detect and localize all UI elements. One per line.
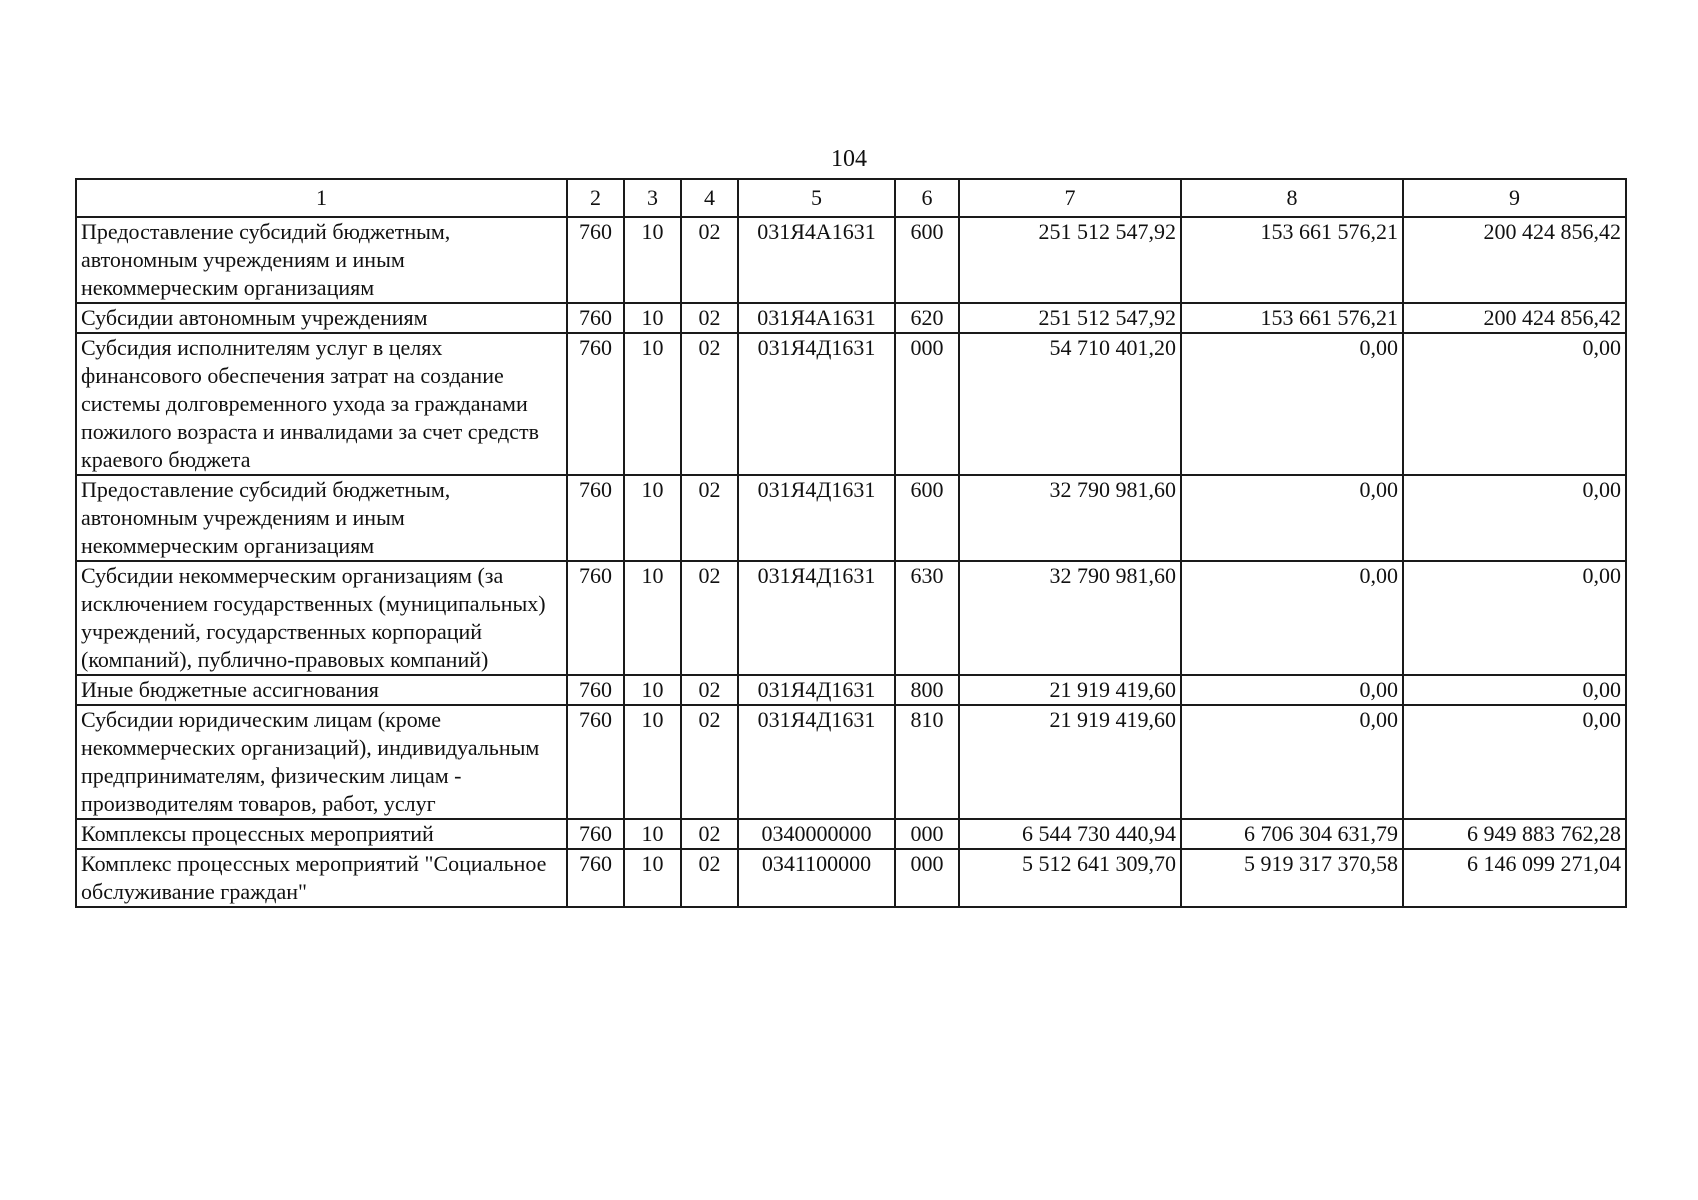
cell-target-code: 031Я4А1631 (738, 303, 895, 333)
header-cell: 9 (1403, 179, 1626, 217)
page-number: 104 (831, 146, 867, 172)
cell-ministry-code: 760 (567, 561, 624, 675)
cell-target-code: 031Я4А1631 (738, 217, 895, 303)
cell-amount-8: 153 661 576,21 (1181, 217, 1403, 303)
cell-expense-type: 000 (895, 333, 959, 475)
cell-amount-7: 251 512 547,92 (959, 217, 1181, 303)
table-row (76, 705, 1626, 819)
cell-amount-8: 0,00 (1181, 333, 1403, 475)
cell-target-code: 0340000000 (738, 819, 895, 849)
cell-target-code: 031Я4Д1631 (738, 561, 895, 675)
cell-expense-type: 800 (895, 675, 959, 705)
cell-target-code: 031Я4Д1631 (738, 705, 895, 819)
cell-expense-type: 810 (895, 705, 959, 819)
cell-ministry-code: 760 (567, 705, 624, 819)
cell-amount-9: 6 949 883 762,28 (1403, 819, 1626, 849)
cell-amount-7: 21 919 419,60 (959, 705, 1181, 819)
table-row (76, 819, 1626, 849)
table-body (76, 217, 1626, 907)
cell-amount-7: 32 790 981,60 (959, 561, 1181, 675)
row-name: Иные бюджетные ассигнования (76, 675, 567, 705)
header-cell: 5 (738, 179, 895, 217)
cell-amount-9: 0,00 (1403, 675, 1626, 705)
row-name: Субсидия исполнителям услуг в целях финансового обеспечения затрат на создание системы долговременного ухода за гражданами пожилого возраста и инвалидами за счет средств краевого бюджета (76, 333, 567, 475)
cell-amount-8: 0,00 (1181, 705, 1403, 819)
cell-amount-9: 0,00 (1403, 705, 1626, 819)
cell-ministry-code: 760 (567, 333, 624, 475)
table-row (76, 561, 1626, 675)
cell-subsection-code: 02 (681, 303, 738, 333)
cell-expense-type: 630 (895, 561, 959, 675)
cell-expense-type: 600 (895, 475, 959, 561)
cell-amount-7: 6 544 730 440,94 (959, 819, 1181, 849)
table-header (76, 179, 1626, 217)
cell-subsection-code: 02 (681, 675, 738, 705)
cell-expense-type: 000 (895, 819, 959, 849)
row-name: Субсидии некоммерческим организациям (за исключением государственных (муниципальных) учреждений, государственных корпораций (компаний), публично-правовых компаний) (76, 561, 567, 675)
row-name: Комплексы процессных мероприятий (76, 819, 567, 849)
cell-subsection-code: 02 (681, 705, 738, 819)
cell-ministry-code: 760 (567, 475, 624, 561)
budget-table (75, 178, 1627, 908)
cell-ministry-code: 760 (567, 819, 624, 849)
cell-target-code: 031Я4Д1631 (738, 675, 895, 705)
row-name: Предоставление субсидий бюджетным, автономным учреждениям и иным некоммерческим организациям (76, 475, 567, 561)
header-cell: 7 (959, 179, 1181, 217)
row-name: Комплекс процессных мероприятий "Социальное обслуживание граждан" (76, 849, 567, 907)
cell-subsection-code: 02 (681, 849, 738, 907)
cell-subsection-code: 02 (681, 819, 738, 849)
cell-section-code: 10 (624, 819, 681, 849)
cell-amount-9: 0,00 (1403, 333, 1626, 475)
row-name: Субсидии автономным учреждениям (76, 303, 567, 333)
header-cell: 2 (567, 179, 624, 217)
row-name: Субсидии юридическим лицам (кроме некоммерческих организаций), индивидуальным предпринимателям, физическим лицам - производителям товаров, работ, услуг (76, 705, 567, 819)
cell-amount-8: 6 706 304 631,79 (1181, 819, 1403, 849)
cell-amount-9: 0,00 (1403, 561, 1626, 675)
cell-section-code: 10 (624, 303, 681, 333)
cell-amount-8: 0,00 (1181, 475, 1403, 561)
cell-subsection-code: 02 (681, 217, 738, 303)
cell-target-code: 031Я4Д1631 (738, 333, 895, 475)
table-row (76, 675, 1626, 705)
row-name: Предоставление субсидий бюджетным, автономным учреждениям и иным некоммерческим организациям (76, 217, 567, 303)
table-row (76, 333, 1626, 475)
header-cell: 6 (895, 179, 959, 217)
table-row (76, 475, 1626, 561)
header-cell: 3 (624, 179, 681, 217)
cell-amount-8: 5 919 317 370,58 (1181, 849, 1403, 907)
cell-ministry-code: 760 (567, 217, 624, 303)
cell-section-code: 10 (624, 675, 681, 705)
cell-amount-7: 32 790 981,60 (959, 475, 1181, 561)
cell-expense-type: 620 (895, 303, 959, 333)
header-cell: 1 (76, 179, 567, 217)
cell-target-code: 031Я4Д1631 (738, 475, 895, 561)
cell-amount-7: 21 919 419,60 (959, 675, 1181, 705)
table-row (76, 303, 1626, 333)
cell-ministry-code: 760 (567, 849, 624, 907)
cell-amount-9: 0,00 (1403, 475, 1626, 561)
cell-section-code: 10 (624, 849, 681, 907)
cell-section-code: 10 (624, 475, 681, 561)
header-cell: 4 (681, 179, 738, 217)
cell-amount-7: 251 512 547,92 (959, 303, 1181, 333)
header-cell: 8 (1181, 179, 1403, 217)
cell-amount-9: 6 146 099 271,04 (1403, 849, 1626, 907)
cell-amount-8: 0,00 (1181, 561, 1403, 675)
cell-amount-9: 200 424 856,42 (1403, 217, 1626, 303)
cell-amount-8: 153 661 576,21 (1181, 303, 1403, 333)
table-row (76, 849, 1626, 907)
cell-expense-type: 000 (895, 849, 959, 907)
cell-subsection-code: 02 (681, 475, 738, 561)
cell-section-code: 10 (624, 561, 681, 675)
cell-amount-9: 200 424 856,42 (1403, 303, 1626, 333)
cell-subsection-code: 02 (681, 333, 738, 475)
cell-section-code: 10 (624, 705, 681, 819)
cell-section-code: 10 (624, 217, 681, 303)
cell-expense-type: 600 (895, 217, 959, 303)
cell-target-code: 0341100000 (738, 849, 895, 907)
cell-amount-7: 54 710 401,20 (959, 333, 1181, 475)
header-row (76, 179, 1626, 217)
table-row (76, 217, 1626, 303)
cell-subsection-code: 02 (681, 561, 738, 675)
cell-section-code: 10 (624, 333, 681, 475)
cell-ministry-code: 760 (567, 675, 624, 705)
cell-amount-7: 5 512 641 309,70 (959, 849, 1181, 907)
cell-amount-8: 0,00 (1181, 675, 1403, 705)
cell-ministry-code: 760 (567, 303, 624, 333)
